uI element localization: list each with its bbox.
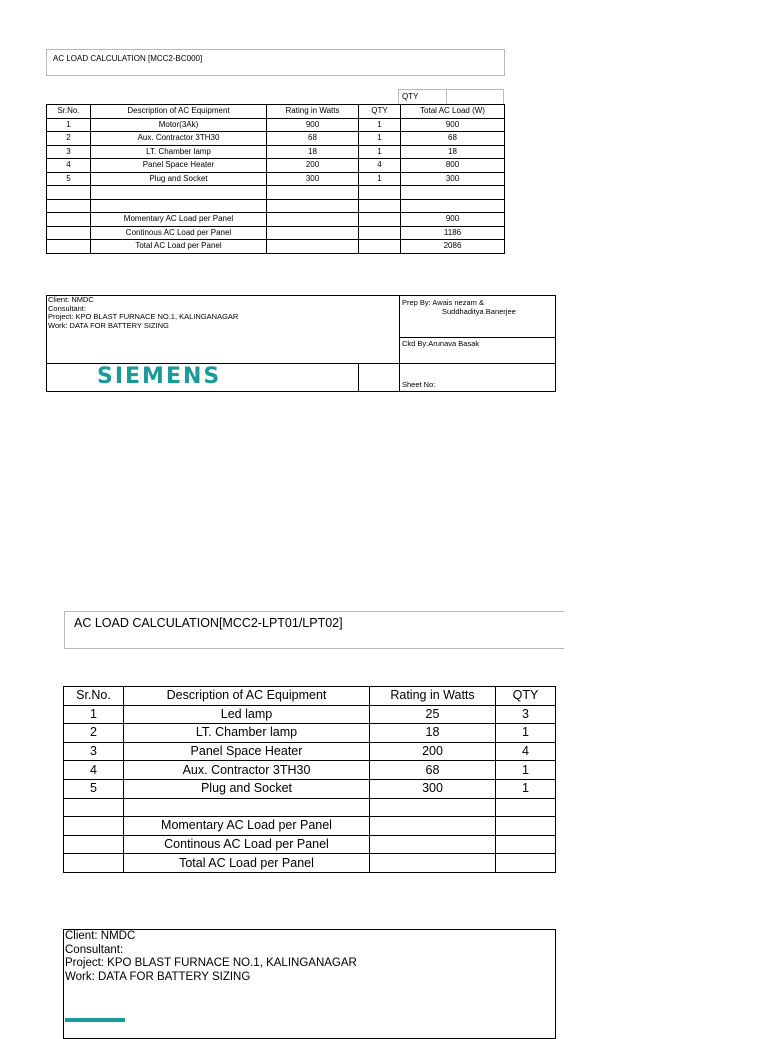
table-row	[64, 798, 556, 817]
table-cell-description	[91, 186, 267, 200]
table-cell-description: Momentary AC Load per Panel	[124, 817, 370, 836]
table-row	[64, 705, 556, 724]
table-row	[47, 240, 505, 254]
table-cell-rating	[370, 854, 496, 873]
table-cell-description: Panel Space Heater	[124, 742, 370, 761]
sheet2-title-box	[64, 611, 564, 649]
sheet2-header-qty: QTY	[496, 687, 556, 706]
table-cell-rating: 18	[267, 145, 359, 159]
table-cell-total-load: 300	[401, 172, 505, 186]
table-cell-rating	[370, 835, 496, 854]
sheet2-header-row	[64, 687, 556, 706]
table-cell-srno: 3	[47, 145, 91, 159]
info1-client-block	[48, 296, 238, 330]
table-cell-qty	[359, 186, 401, 200]
table-cell-qty: 1	[496, 779, 556, 798]
table-cell-total-load: 2086	[401, 240, 505, 254]
table-cell-rating: 200	[267, 159, 359, 173]
table-cell-description: Panel Space Heater	[91, 159, 267, 173]
table-cell-qty: 4	[359, 159, 401, 173]
table-cell-rating: 300	[370, 779, 496, 798]
table-cell-total-load: 900	[401, 118, 505, 132]
info1-sheet-no: Sheet No:	[402, 380, 436, 389]
table-row	[64, 817, 556, 836]
table-cell-srno: 3	[64, 742, 124, 761]
table-cell-qty: 3	[496, 705, 556, 724]
info2-logo-fragment	[65, 1018, 125, 1022]
table-cell-description: Total AC Load per Panel	[91, 240, 267, 254]
table-cell-srno: 4	[64, 761, 124, 780]
table-cell-qty: 1	[359, 145, 401, 159]
table-cell-srno	[64, 817, 124, 836]
table-row	[47, 213, 505, 227]
table-cell-description: Plug and Socket	[124, 779, 370, 798]
table-cell-rating	[370, 817, 496, 836]
sheet1-load-table	[46, 104, 505, 254]
table-cell-description: Continous AC Load per Panel	[91, 226, 267, 240]
table-row	[64, 724, 556, 743]
table-row	[64, 779, 556, 798]
table-cell-rating: 900	[267, 118, 359, 132]
table-cell-rating: 25	[370, 705, 496, 724]
sheet2-header-description: Description of AC Equipment	[124, 687, 370, 706]
info1-box	[46, 295, 556, 392]
table-cell-description: LT. Chamber lamp	[91, 145, 267, 159]
table-cell-srno: 2	[64, 724, 124, 743]
table-cell-rating: 200	[370, 742, 496, 761]
table-cell-description: Continous AC Load per Panel	[124, 835, 370, 854]
table-cell-total-load: 1186	[401, 226, 505, 240]
info2-consultant: Consultant:	[65, 943, 124, 956]
sheet2-header-rating: Rating in Watts	[370, 687, 496, 706]
table-cell-rating: 300	[267, 172, 359, 186]
info2-client: Client: NMDC	[65, 930, 136, 942]
table-cell-total-load	[401, 199, 505, 213]
table-cell-srno: 2	[47, 132, 91, 146]
info1-consultant: Consultant:	[48, 303, 86, 313]
info1-prep-by-1: Prep By: Awais nezam &	[402, 298, 484, 307]
table-cell-description: Aux. Contractor 3TH30	[124, 761, 370, 780]
table-row	[47, 199, 505, 213]
table-cell-total-load: 18	[401, 145, 505, 159]
info2-client-block	[65, 930, 357, 984]
table-cell-total-load: 900	[401, 213, 505, 227]
table-cell-description: LT. Chamber lamp	[124, 724, 370, 743]
table-cell-srno	[47, 199, 91, 213]
table-cell-qty: 1	[496, 761, 556, 780]
table-cell-rating	[267, 240, 359, 254]
table-cell-qty	[359, 240, 401, 254]
table-row	[47, 186, 505, 200]
table-cell-description	[91, 199, 267, 213]
table-row	[47, 132, 505, 146]
sheet1-header-qty: QTY	[359, 105, 401, 119]
table-cell-qty: 1	[496, 724, 556, 743]
sheet1-header-rating: Rating in Watts	[267, 105, 359, 119]
table-cell-description: Plug and Socket	[91, 172, 267, 186]
table-cell-total-load: 68	[401, 132, 505, 146]
sheet1-title-box	[46, 49, 505, 76]
sheet1-qty-note: QTY	[402, 92, 419, 101]
table-cell-rating	[267, 199, 359, 213]
table-cell-description: Motor(3Ak)	[91, 118, 267, 132]
table-row	[64, 854, 556, 873]
table-cell-description: Total AC Load per Panel	[124, 854, 370, 873]
sheet1-qty-note-box	[398, 89, 504, 104]
sheet1-header-description: Description of AC Equipment	[91, 105, 267, 119]
table-cell-rating: 18	[370, 724, 496, 743]
info1-work: Work: DATA FOR BATTERY SIZING	[48, 320, 169, 330]
table-row	[64, 761, 556, 780]
table-cell-rating	[267, 186, 359, 200]
table-row	[47, 159, 505, 173]
table-cell-description	[124, 798, 370, 817]
table-cell-srno: 1	[47, 118, 91, 132]
table-cell-qty	[496, 854, 556, 873]
table-cell-total-load	[401, 186, 505, 200]
table-cell-qty	[496, 817, 556, 836]
table-row	[47, 145, 505, 159]
table-cell-rating	[267, 213, 359, 227]
info1-client: Client: NMDC	[48, 295, 94, 304]
table-cell-srno	[64, 798, 124, 817]
table-row	[64, 742, 556, 761]
sheet2-load-table	[63, 686, 556, 873]
table-cell-qty	[496, 835, 556, 854]
table-cell-srno	[47, 226, 91, 240]
table-cell-qty	[359, 213, 401, 227]
info2-box	[63, 929, 556, 1039]
info1-prep-by-2: Suddhaditya Banerjee	[442, 307, 516, 316]
table-cell-qty	[496, 798, 556, 817]
table-cell-srno	[64, 835, 124, 854]
table-cell-srno: 5	[47, 172, 91, 186]
table-row	[47, 118, 505, 132]
table-cell-srno: 1	[64, 705, 124, 724]
sheet2-header-srno: Sr.No.	[64, 687, 124, 706]
info1-ckd-by: Ckd By:Arunava Basak	[402, 339, 480, 348]
table-cell-qty: 1	[359, 118, 401, 132]
table-cell-srno	[47, 186, 91, 200]
table-cell-srno	[47, 240, 91, 254]
table-cell-rating: 68	[267, 132, 359, 146]
table-cell-description: Led lamp	[124, 705, 370, 724]
table-cell-qty: 4	[496, 742, 556, 761]
table-cell-rating: 68	[370, 761, 496, 780]
info2-project: Project: KPO BLAST FURNACE NO.1, KALINGANAGAR	[65, 957, 357, 969]
table-row	[47, 172, 505, 186]
table-cell-total-load: 800	[401, 159, 505, 173]
table-cell-qty	[359, 226, 401, 240]
table-cell-srno: 5	[64, 779, 124, 798]
info1-project: Project: KPO BLAST FURNACE NO.1, KALINGANAGAR	[48, 312, 239, 321]
sheet1-header-total-load: Total AC Load (W)	[401, 105, 505, 119]
table-cell-srno	[47, 213, 91, 227]
table-cell-qty	[359, 199, 401, 213]
table-row	[64, 835, 556, 854]
table-cell-rating	[267, 226, 359, 240]
sheet1-header-row	[47, 105, 505, 119]
sheet1-title: AC LOAD CALCULATION [MCC2-BC000]	[53, 54, 203, 63]
sheet1-header-srno: Sr.No.	[47, 105, 91, 119]
table-cell-srno: 4	[47, 159, 91, 173]
sheet2-title: AC LOAD CALCULATION[MCC2-LPT01/LPT02]	[74, 616, 343, 630]
table-cell-qty: 1	[359, 132, 401, 146]
table-cell-description: Aux. Contractor 3TH30	[91, 132, 267, 146]
table-cell-description: Momentary AC Load per Panel	[91, 213, 267, 227]
table-cell-srno	[64, 854, 124, 873]
table-cell-qty: 1	[359, 172, 401, 186]
info2-work: Work: DATA FOR BATTERY SIZING	[65, 970, 251, 983]
table-row	[47, 226, 505, 240]
table-cell-rating	[370, 798, 496, 817]
siemens-logo: SIEMENS	[97, 364, 222, 389]
